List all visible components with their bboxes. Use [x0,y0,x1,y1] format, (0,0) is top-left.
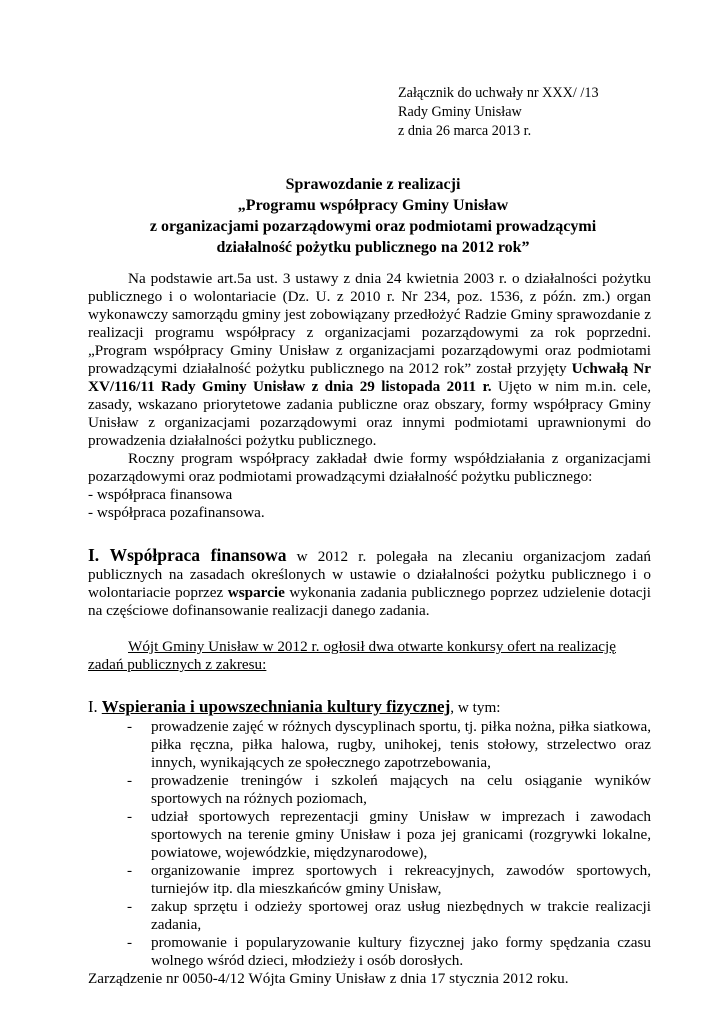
attachment-line-1: Załącznik do uchwały nr XXX/ /13 [398,85,599,101]
section-1-text-2: wykonania zadania publicznego poprzez udzielenie dotacji na częściowe dofinansowanie realizacji danego zadania. [88,584,651,619]
intro-text-2: Ujęto w nim m.in. cele, zasady, wskazano priorytetowe zadania publiczne oraz obszary, formy współpracy Gminy Unisław z organizacjami pozarządowymi oraz innymi podmiotami uprawnionymi do prowadzenia działalności pożytku publicznego. [88,378,652,449]
document-title [88,174,658,258]
intro-paragraph [88,270,651,450]
attachment-note [398,84,599,141]
section-1-paragraph [88,546,651,620]
intro-text-1: Na podstawie art.5a ust. 3 ustawy z dnia 24 kwietnia 2003 r. o działalności pożytku publicznego i o wolontariacie (Dz. U. z 2010 r. Nr 234, poz. 1536, z późn. zm.) organ wykonawczy samorządu gminy jest zobowiązany przedłożyć Radzie Gminy sprawozdanie z realizacji programu współpracy z organizacjami pozarządowymi za rok poprzedni. „Program współpracy Gminy Unisław z organizacjami pozarządowymi oraz podmiotami prowadzącymi działalność pożytku publicznego na 2012 rok” został przyjęty [88,270,651,377]
document-body [88,270,651,988]
list-item [127,862,651,898]
section-1b-tail: , w tym: [450,699,501,716]
order-reference: Zarządzenie nr 0050-4/12 Wójta Gminy Unisław z dnia 17 stycznia 2012 roku. [88,970,569,987]
list-item [127,808,651,862]
section-1b-title: Wspierania i upowszechniania kultury fizycznej [101,697,451,716]
attachment-line-2: Rady Gminy Unisław [398,104,522,120]
contest-announcement: Wójt Gminy Unisław w 2012 r. ogłosił dwa otwarte konkursy ofert na realizację zadań publicznych z zakresu: [88,638,616,673]
list-item-text: prowadzenie zajęć w różnych dyscyplinach sportu, tj. piłka nożna, piłka siatkowa, piłka ręczna, piłka halowa, rugby, unihokej, tenis stołowy, strzelectwo oraz innych, wynikających ze społecznego zapotrzebowania, [151,718,651,771]
title-line-1: Sprawozdanie z realizacji [285,176,461,193]
section-1-heading: I. Współpraca finansowa [88,545,287,565]
list-item [127,934,651,970]
list-item-text: udział sportowych reprezentacji gminy Unisław w imprezach i zawodach sportowych na terenie gminy Unisław i poza jej granicami (rozgrywki lokalne, powiatowe, wojewódzkie, międzynarodowe), [151,808,651,861]
attachment-line-3: z dnia 26 marca 2013 r. [398,123,532,139]
section-1b-heading [88,697,651,718]
title-line-4: działalność pożytku publicznego na 2012 rok” [216,239,530,256]
title-line-2: „Programu współpracy Gminy Unisław [237,197,509,214]
form-item-financial: - współpraca finansowa [88,486,233,503]
list-item [127,718,651,772]
list-item-text: prowadzenie treningów i szkoleń mających na celu osiąganie wyników sportowych na różnych poziomach, [151,772,651,807]
dash-bullet: - [127,934,133,951]
task-list [88,718,651,970]
list-item [127,898,651,934]
resolution-reference: Uchwałą Nr XV/116/11 Rady Gminy Unisław z dnia 29 listopada 2011 r. [88,360,651,395]
dash-bullet: - [127,772,133,789]
dash-bullet: - [127,898,133,915]
list-item-text: promowanie i popularyzowanie kultury fizycznej jako formy spędzania czasu wolnego wśród dzieci, młodzieży i osób dorosłych. [151,934,651,969]
dash-bullet: - [127,808,133,825]
dash-bullet: - [127,718,133,735]
section-1b-prefix: I. [88,697,102,716]
forms-paragraph: Roczny program współpracy zakładał dwie formy współdziałania z organizacjami pozarządowymi oraz podmiotami prowadzącymi działalność pożytku publicznego: [88,450,651,485]
list-item-text: zakup sprzętu i odzieży sportowej oraz usług niezbędnych w trakcie realizacji zadania, [151,898,651,933]
section-1-text-1: w 2012 r. polegała na zlecaniu organizacjom zadań publicznych na zasadach określonych w ustawie o działalności pożytku publicznego i o wolontariacie poprzez [88,548,651,601]
list-item-text: organizowanie imprez sportowych i rekreacyjnych, zawodów sportowych, turniejów itp. dla mieszkańców gminy Unisław, [151,862,651,897]
section-1-bold-word: wsparcie [227,584,285,601]
list-item [127,772,651,808]
form-item-nonfinancial: - współpraca pozafinansowa. [88,504,265,521]
title-line-3: z organizacjami pozarządowymi oraz podmiotami prowadzącymi [149,218,597,235]
dash-bullet: - [127,862,133,879]
